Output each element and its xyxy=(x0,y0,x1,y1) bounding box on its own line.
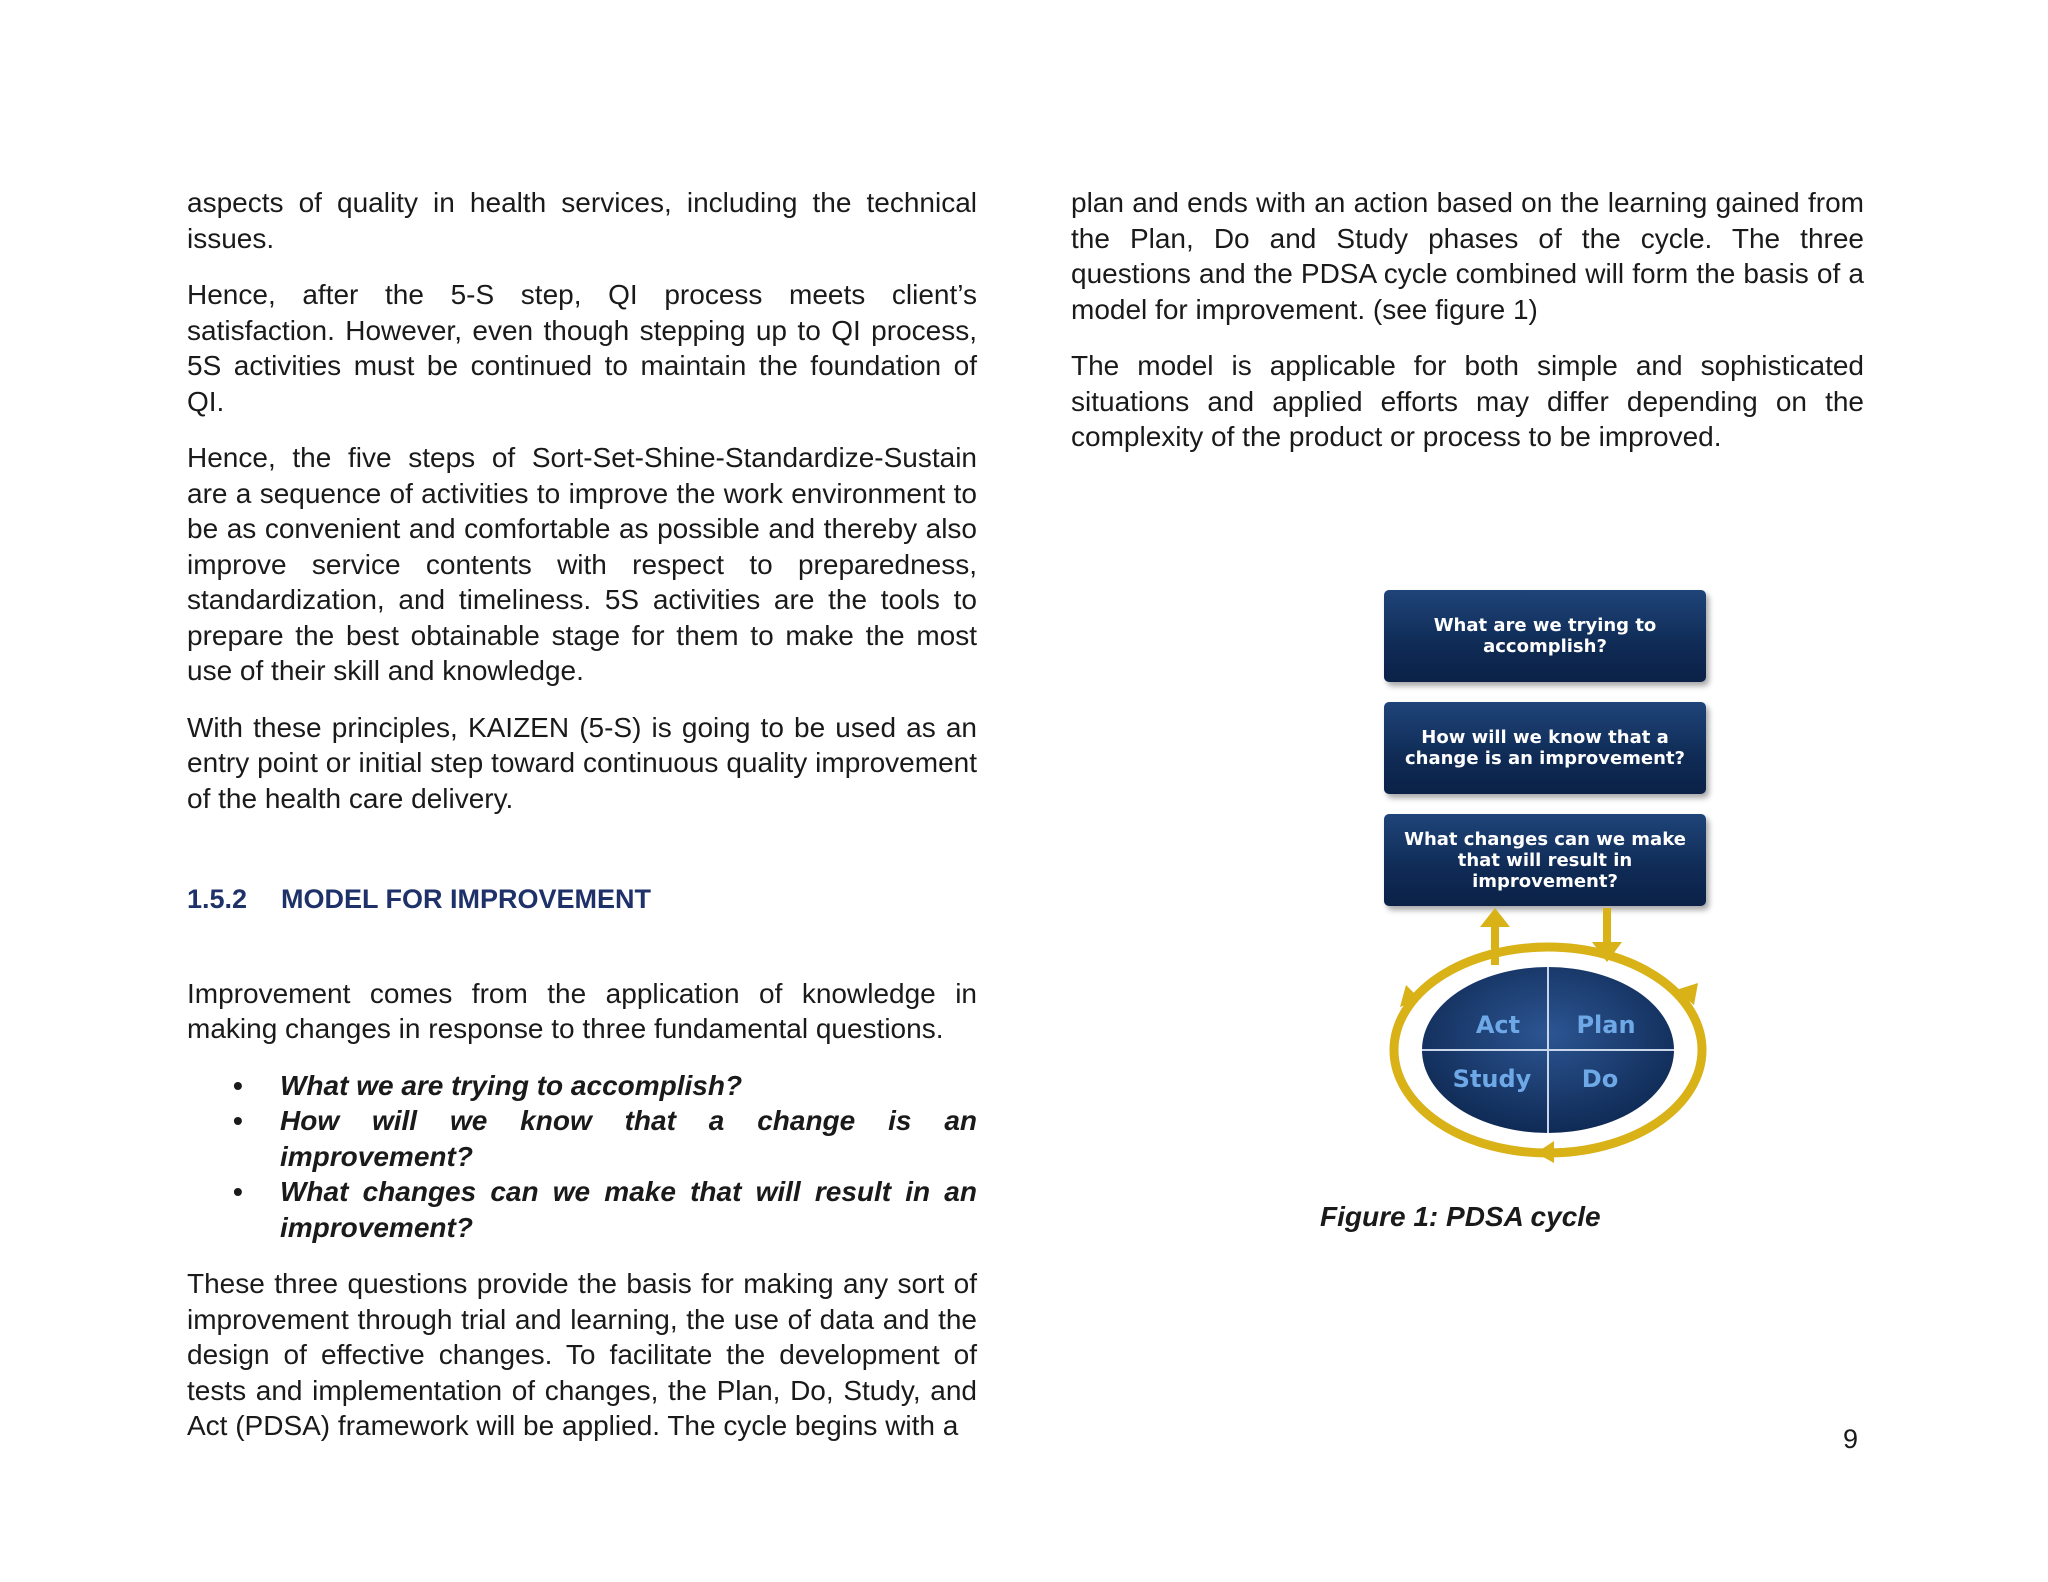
section-number: 1.5.2 xyxy=(187,884,248,914)
section-title: MODEL FOR IMPROVEMENT xyxy=(281,884,652,914)
question-box: What changes can we make that will result in improvement? xyxy=(1384,814,1706,906)
list-item xyxy=(187,1103,977,1174)
bullet-icon: • xyxy=(233,1105,243,1136)
question-box: What are we trying to accomplish? xyxy=(1384,590,1706,682)
left-column xyxy=(187,185,977,1465)
bullet-icon: • xyxy=(233,1176,243,1207)
pdsa-cycle-diagram xyxy=(1376,585,1724,1165)
list-item-text: What changes can we make that will result in an improvement? xyxy=(280,1176,977,1243)
bullet-icon: • xyxy=(233,1069,243,1101)
list-item-text: What we are trying to accomplish? xyxy=(280,1069,743,1101)
quadrant-act: Act xyxy=(1475,1011,1521,1039)
page-number: 9 xyxy=(1843,1424,1859,1454)
list-item-text: How will we know that a change is an improvement? xyxy=(280,1105,977,1172)
quadrant-do: Do xyxy=(1581,1065,1619,1093)
paragraph: With these principles, KAIZEN (5-S) is going to be used as an entry point or initial step toward continuous quality improvement of the health care delivery. xyxy=(187,711,977,814)
paragraph: These three questions provide the basis for making any sort of improvement through trial and learning, the use of data and the design of effective changes. To facilitate the development of tests and implementation of changes, the Plan, Do, Study, and Act (PDSA) framework will be applied. The cycle begins with a xyxy=(187,1268,977,1441)
question-box: How will we know that a change is an improvement? xyxy=(1384,702,1706,794)
list-item xyxy=(187,1068,977,1104)
paragraph: aspects of quality in health services, including the technical issues. xyxy=(187,187,977,254)
list-item xyxy=(187,1174,977,1245)
right-column xyxy=(1071,185,1864,476)
question-list xyxy=(187,1068,977,1246)
paragraph: The model is applicable for both simple and sophisticated situations and applied efforts may differ depending on the complexity of the product or process to be improved. xyxy=(1071,350,1864,452)
paragraph: plan and ends with an action based on the learning gained from the Plan, Do and Study phases of the cycle. The three questions and the PDSA cycle combined will form the basis of a model for improvement. (see figure 1) xyxy=(1071,187,1864,325)
paragraph: Hence, the five steps of Sort-Set-Shine-Standardize-Sustain are a sequence of activities to improve the work environment to be as convenient and comfortable as possible and thereby also improve service contents with respect to preparedness, standardization, and timeliness. 5S activities are the tools to prepare the best obtainable stage for them to make the most use of their skill and knowledge. xyxy=(187,442,977,686)
ring-arrow-icon xyxy=(1536,1141,1554,1163)
pdsa-figure xyxy=(1376,585,1724,1165)
paragraph: Improvement comes from the application of knowledge in making changes in response to three fundamental questions. xyxy=(187,977,977,1044)
section-heading xyxy=(187,882,977,918)
figure-caption: Figure 1: PDSA cycle xyxy=(1320,1201,1601,1232)
quadrant-study: Study xyxy=(1452,1065,1532,1093)
quadrant-plan: Plan xyxy=(1576,1011,1636,1039)
paragraph: Hence, after the 5-S step, QI process meets client’s satisfaction. However, even though stepping up to QI process, 5S activities must be continued to maintain the foundation of QI. xyxy=(187,279,977,417)
